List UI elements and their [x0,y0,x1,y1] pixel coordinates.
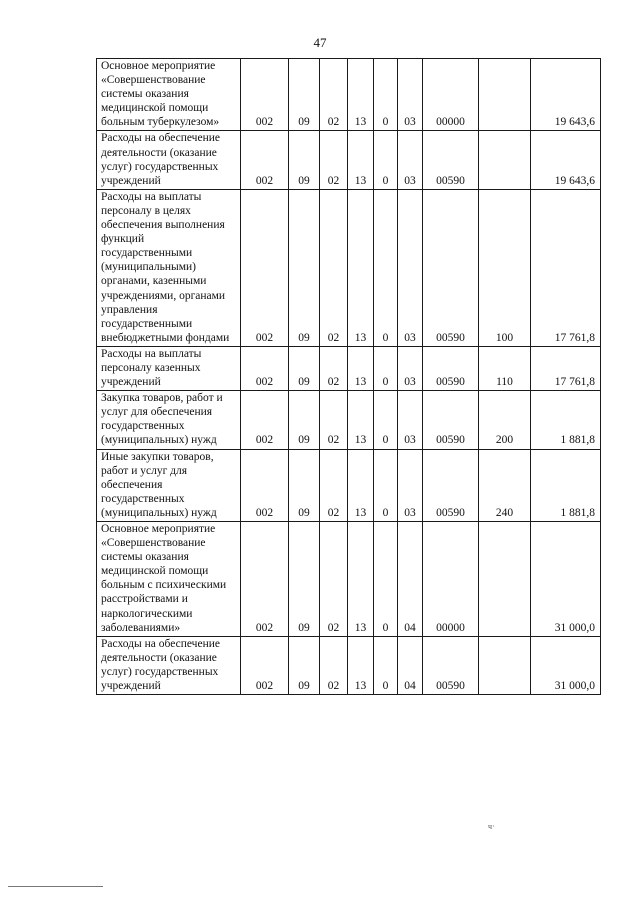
subprogram-code-cell: 0 [374,391,398,449]
table-row [97,449,601,521]
page-number: 47 [313,35,327,50]
grbs-code-cell: 002 [241,189,289,346]
row-name-cell: Закупка товаров, работ и услуг для обеспечения государственных (муниципальных) нужд [97,391,241,449]
grbs-code-cell: 002 [241,522,289,637]
subprogram-code-cell: 0 [374,346,398,390]
program-code-cell: 13 [348,189,374,346]
expense-type-code-cell [479,636,531,694]
row-name-cell: Расходы на выплаты персоналу в целях обеспечения выполнения функций государственными (муниципальными) органами, казенными учреждениями, органами управления государственными внебюджетными фондами [97,189,241,346]
main-event-code-cell: 03 [398,131,423,189]
grbs-code-cell: 002 [241,449,289,521]
expense-type-code-cell [479,522,531,637]
amount-cell: 19 643,6 [531,131,601,189]
grbs-code-cell: 002 [241,346,289,390]
table-row [97,391,601,449]
subsection-code-cell: 02 [320,59,348,131]
subprogram-code-cell: 0 [374,449,398,521]
main-event-code-cell: 03 [398,449,423,521]
subprogram-code-cell: 0 [374,189,398,346]
budget-table-body [97,59,601,695]
amount-cell: 1 881,8 [531,449,601,521]
table-row [97,636,601,694]
expense-direction-code-cell: 00590 [423,449,479,521]
subsection-code-cell: 02 [320,391,348,449]
section-code-cell: 09 [289,449,320,521]
scan-mark: ч· [488,822,495,831]
subprogram-code-cell: 0 [374,59,398,131]
subsection-code-cell: 02 [320,449,348,521]
grbs-code-cell: 002 [241,391,289,449]
program-code-cell: 13 [348,346,374,390]
program-code-cell: 13 [348,636,374,694]
main-event-code-cell: 03 [398,346,423,390]
subsection-code-cell: 02 [320,189,348,346]
expense-type-code-cell: 110 [479,346,531,390]
expense-direction-code-cell: 00590 [423,346,479,390]
row-name-cell: Иные закупки товаров, работ и услуг для обеспечения государственных (муниципальных) нужд [97,449,241,521]
section-code-cell: 09 [289,636,320,694]
expense-type-code-cell: 200 [479,391,531,449]
program-code-cell: 13 [348,449,374,521]
main-event-code-cell: 03 [398,59,423,131]
row-name-cell: Расходы на обеспечение деятельности (оказание услуг) государственных учреждений [97,636,241,694]
subprogram-code-cell: 0 [374,636,398,694]
amount-cell: 17 761,8 [531,346,601,390]
budget-table [96,58,601,695]
table-row [97,59,601,131]
row-name-cell: Основное мероприятие «Совершенствование системы оказания медицинской помощи больным туберкулезом» [97,59,241,131]
section-code-cell: 09 [289,391,320,449]
program-code-cell: 13 [348,522,374,637]
row-name-cell: Основное мероприятие «Совершенствование системы оказания медицинской помощи больным с психическими расстройствами и наркологическими заболеваниями» [97,522,241,637]
expense-direction-code-cell: 00000 [423,522,479,637]
program-code-cell: 13 [348,391,374,449]
grbs-code-cell: 002 [241,636,289,694]
subsection-code-cell: 02 [320,346,348,390]
expense-direction-code-cell: 00590 [423,131,479,189]
amount-cell: 31 000,0 [531,522,601,637]
table-row [97,522,601,637]
expense-direction-code-cell: 00000 [423,59,479,131]
section-code-cell: 09 [289,189,320,346]
section-code-cell: 09 [289,346,320,390]
program-code-cell: 13 [348,131,374,189]
expense-direction-code-cell: 00590 [423,189,479,346]
expense-type-code-cell [479,59,531,131]
table-row [97,346,601,390]
bottom-rule [8,886,103,887]
main-event-code-cell: 04 [398,636,423,694]
subprogram-code-cell: 0 [374,131,398,189]
section-code-cell: 09 [289,131,320,189]
grbs-code-cell: 002 [241,59,289,131]
section-code-cell: 09 [289,59,320,131]
subsection-code-cell: 02 [320,522,348,637]
subsection-code-cell: 02 [320,636,348,694]
row-name-cell: Расходы на выплаты персоналу казенных учреждений [97,346,241,390]
table-row [97,189,601,346]
main-event-code-cell: 04 [398,522,423,637]
row-name-cell: Расходы на обеспечение деятельности (оказание услуг) государственных учреждений [97,131,241,189]
expense-type-code-cell: 100 [479,189,531,346]
program-code-cell: 13 [348,59,374,131]
expense-direction-code-cell: 00590 [423,636,479,694]
amount-cell: 19 643,6 [531,59,601,131]
subsection-code-cell: 02 [320,131,348,189]
main-event-code-cell: 03 [398,391,423,449]
amount-cell: 17 761,8 [531,189,601,346]
amount-cell: 31 000,0 [531,636,601,694]
section-code-cell: 09 [289,522,320,637]
subprogram-code-cell: 0 [374,522,398,637]
table-row [97,131,601,189]
grbs-code-cell: 002 [241,131,289,189]
expense-direction-code-cell: 00590 [423,391,479,449]
expense-type-code-cell [479,131,531,189]
main-event-code-cell: 03 [398,189,423,346]
expense-type-code-cell: 240 [479,449,531,521]
amount-cell: 1 881,8 [531,391,601,449]
